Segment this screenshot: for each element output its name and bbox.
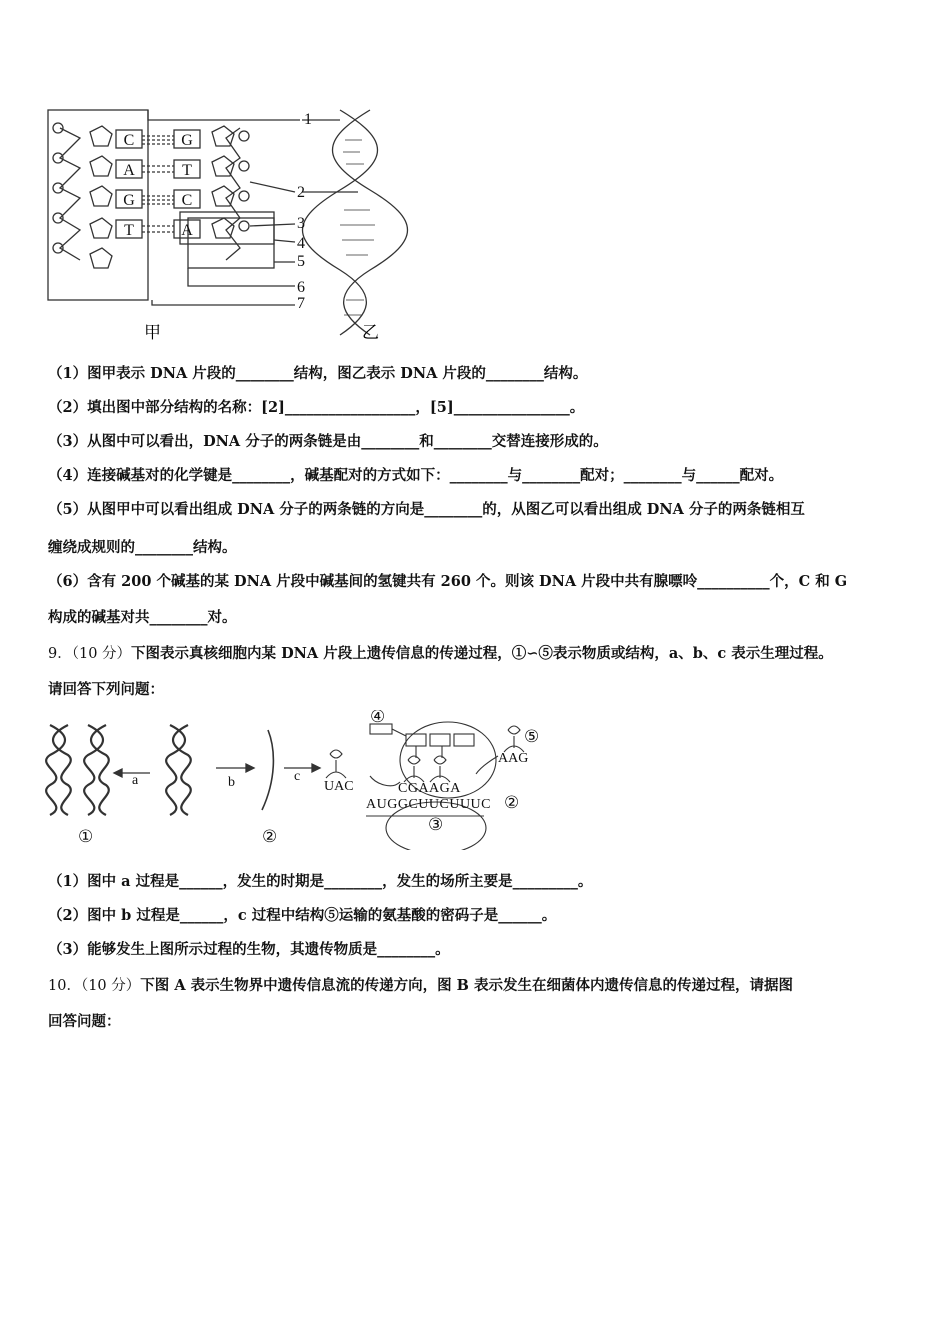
label-6: 6: [297, 279, 305, 296]
label-1: 1: [304, 111, 312, 128]
q8-line-8: 构成的碱基对共________对。: [48, 609, 237, 626]
figure-dna-structure: [40, 100, 420, 345]
anticodon-left: UAC: [324, 779, 354, 794]
q8-line-6: 缠绕成规则的________结构。: [48, 539, 237, 556]
label-2: 2: [297, 184, 305, 201]
base-left-4: T: [124, 222, 134, 239]
base-left-3: G: [123, 192, 135, 209]
q9-line-2: （2）图中 b 过程是______，c 过程中结构⑤运输的氨基酸的密码子是______。: [48, 907, 557, 924]
base-right-3: C: [181, 192, 193, 209]
q8-line-2: （2）填出图中部分结构的名称：[2]__________________，[5]________________。: [48, 399, 585, 416]
label-circle-4: ④: [370, 710, 386, 726]
q8-line-3: （3）从图中可以看出，DNA 分子的两条链是由________和________交替连接形成的。: [48, 433, 608, 450]
label-circle-3: ③: [428, 815, 444, 834]
process-c-label: c: [294, 769, 301, 784]
base-left-2: A: [123, 162, 135, 179]
process-b-label: b: [228, 775, 235, 790]
q9-intro-text: 下图表示真核细胞内某 DNA 片段上遗传信息的传递过程，①∽⑤表示物质或结构，a、b、c 表示生理过程。: [131, 645, 833, 662]
base-left-1: C: [123, 132, 135, 149]
q9-intro: [48, 642, 833, 663]
q9-line-1: （1）图中 a 过程是______，发生的时期是________，发生的场所主要是_________。: [48, 873, 593, 890]
dna-structure-diagram: [40, 100, 420, 345]
label-4: 4: [297, 235, 305, 252]
label-5: 5: [297, 253, 305, 270]
base-right-4: A: [181, 222, 193, 239]
q8-line-7: （6）含有 200 个碱基的某 DNA 片段中碱基间的氢键共有 260 个。则该 DNA 片段中共有腺嘌呤__________个，C 和 G: [48, 573, 848, 590]
caption-jia: 甲: [144, 323, 161, 342]
label-circle-2b: ②: [504, 793, 520, 812]
caption-yi: 乙: [362, 323, 379, 342]
mrna-sequence: AUGGCUUCUUUC: [366, 797, 492, 812]
base-right-2: T: [182, 162, 192, 179]
q10-number: 10．（10 分）: [48, 978, 141, 994]
base-right-1: G: [181, 132, 193, 149]
q8-line-4: （4）连接碱基对的化学键是________，碱基配对的方式如下：________与________配对；________与______配对。: [48, 467, 784, 484]
q9-intro-2: 请回答下列问题：: [48, 681, 164, 698]
label-3: 3: [297, 215, 305, 232]
q8-line-1: （1）图甲表示 DNA 片段的________结构，图乙表示 DNA 片段的________结构。: [48, 365, 588, 382]
figure-gene-expression: [40, 710, 540, 850]
label-circle-1: ①: [78, 827, 94, 846]
anticodon-right: AAG: [498, 751, 529, 766]
label-circle-2: ②: [262, 827, 278, 846]
q10-intro-text: 下图 A 表示生物界中遗传信息流的传递方向，图 B 表示发生在细菌体内遗传信息的传递过程，请据图: [140, 977, 793, 994]
q10-intro-2: 回答问题：: [48, 1013, 121, 1030]
q8-line-5: （5）从图甲中可以看出组成 DNA 分子的两条链的方向是________的，从图乙可以看出组成 DNA 分子的两条链相互: [48, 501, 805, 518]
gene-expression-diagram: [40, 710, 540, 850]
label-7: 7: [297, 295, 305, 312]
label-circle-5: ⑤: [524, 727, 540, 746]
anticodons-mid: CGAAGA: [398, 781, 461, 796]
q9-number: 9．（10 分）: [48, 646, 132, 662]
process-a-label: a: [132, 773, 139, 788]
q10-intro: [48, 974, 793, 995]
q9-line-3: （3）能够发生上图所示过程的生物，其遗传物质是________。: [48, 941, 450, 958]
